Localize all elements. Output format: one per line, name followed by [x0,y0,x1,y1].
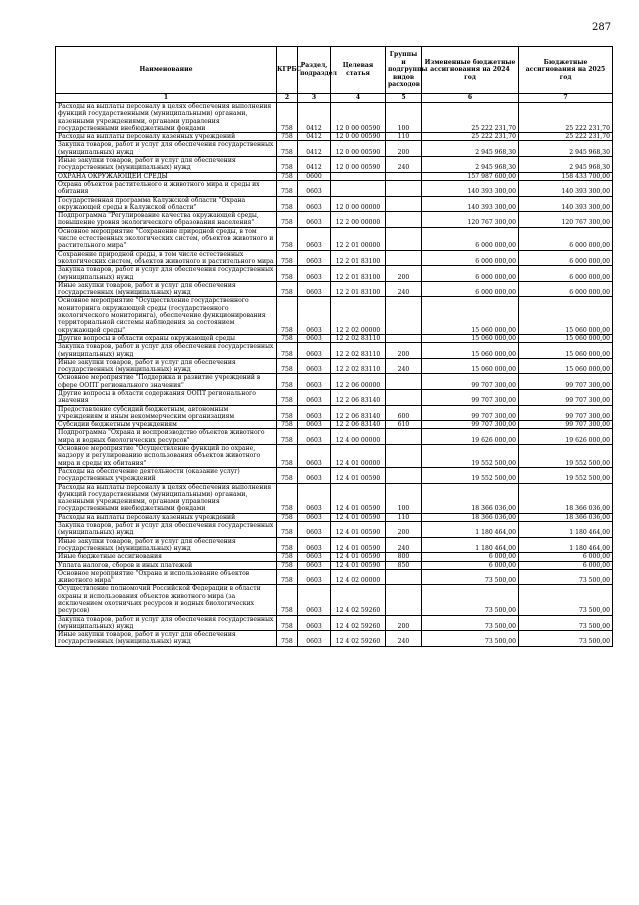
row-amount-2024: 6 000 000,00 [422,227,519,250]
table-row [56,250,613,266]
row-name: Субсидии бюджетным учреждениям [56,421,277,429]
row-name: Расходы на выплаты персоналу в целях обеспечения выполнения функций государственными (муниципальными) органами, казенными учреждениями, органами управления государственными внебюджетными фондами [56,483,277,513]
row-kgrbs: 758 [277,522,298,538]
row-article [331,180,386,196]
row-section: 0603 [298,445,331,468]
header-article: Целевая статья [331,47,386,94]
column-number: 6 [422,94,519,103]
row-group: 240 [386,358,422,374]
row-article: 12 2 02 83110 [331,343,386,359]
table-row [56,157,613,173]
row-amount-2024: 15 060 000,00 [422,334,519,342]
header-section: Раздел, подраздел [298,47,331,94]
row-kgrbs: 758 [277,374,298,390]
row-amount-2024: 25 222 231,70 [422,103,519,133]
row-article: 12 4 01 00590 [331,467,386,483]
row-kgrbs: 758 [277,445,298,468]
row-article: 12 2 00 00000 [331,212,386,228]
row-article: 12 2 06 83140 [331,405,386,421]
row-article: 12 4 02 59260 [331,615,386,631]
row-name: Закупка товаров, работ и услуг для обеспечения государственных (муниципальных) нужд [56,266,277,282]
column-number: 4 [331,94,386,103]
row-name: Подпрограмма "Регулирование качества окружающей среды, повышение уровня экологического образования населения" [56,212,277,228]
row-amount-2025: 73 500,00 [519,631,613,647]
row-section: 0600 [298,172,331,180]
row-name: Иные закупки товаров, работ и услуг для обеспечения государственных (муниципальных) нужд [56,537,277,553]
row-amount-2024: 6 000 000,00 [422,281,519,297]
row-section: 0603 [298,180,331,196]
row-section: 0603 [298,266,331,282]
row-group [386,172,422,180]
row-group [386,429,422,445]
row-article: 12 0 00 00590 [331,157,386,173]
table-row [56,281,613,297]
row-amount-2024: 99 707 300,00 [422,389,519,405]
row-kgrbs: 758 [277,196,298,212]
row-amount-2025: 19 552 500,00 [519,467,613,483]
row-kgrbs: 758 [277,227,298,250]
row-group: 240 [386,281,422,297]
row-section: 0603 [298,429,331,445]
row-amount-2024: 99 707 300,00 [422,374,519,390]
row-section: 0412 [298,141,331,157]
row-amount-2025: 25 222 231,70 [519,133,613,141]
row-amount-2025: 6 000,00 [519,561,613,569]
row-section: 0603 [298,553,331,561]
row-name: Расходы на обеспечение деятельности (оказание услуг) государственных учреждений [56,467,277,483]
row-amount-2024: 6 000,00 [422,553,519,561]
row-kgrbs: 758 [277,569,298,585]
row-amount-2024: 19 552 500,00 [422,467,519,483]
row-kgrbs: 758 [277,405,298,421]
row-name: Иные закупки товаров, работ и услуг для обеспечения государственных (муниципальных) нужд [56,631,277,647]
row-article: 12 0 00 00000 [331,196,386,212]
row-name: Другие вопросы в области содержания ООПТ регионального значения [56,389,277,405]
row-kgrbs: 758 [277,250,298,266]
row-kgrbs: 758 [277,297,298,334]
row-article: 12 2 02 00000 [331,297,386,334]
row-amount-2025: 140 393 300,00 [519,180,613,196]
row-name: Основное мероприятие "Осуществление государственного мониторинга окружающей среды (государственного экологического мониторинга), обеспечение функционирования территориальной системы наблюдения за состоянием окружающей среды" [56,297,277,334]
row-section: 0603 [298,297,331,334]
row-name: Иные закупки товаров, работ и услуг для обеспечения государственных (муниципальных) нужд [56,281,277,297]
header-row [56,47,613,94]
row-amount-2025: 73 500,00 [519,569,613,585]
row-group: 100 [386,483,422,513]
row-kgrbs: 758 [277,615,298,631]
table-row [56,196,613,212]
table-row [56,343,613,359]
row-name: Иные закупки товаров, работ и услуг для обеспечения государственных (муниципальных) нужд [56,358,277,374]
row-section: 0603 [298,522,331,538]
row-article: 12 2 01 00000 [331,227,386,250]
row-amount-2025: 25 222 231,70 [519,103,613,133]
row-group [386,467,422,483]
row-section: 0603 [298,585,331,615]
row-name: Осуществление полномочий Российской Федерации в области охраны и использования объектов животного мира (за исключением охотничьих ресурсов и водных биологических ресурсов) [56,585,277,615]
row-group [386,250,422,266]
row-group: 600 [386,405,422,421]
row-article: 12 2 01 83100 [331,281,386,297]
row-name: Основное мероприятие "Поддержка и развитие учреждений в сфере ООПТ регионального значения" [56,374,277,390]
row-article: 12 2 01 83100 [331,266,386,282]
row-group: 200 [386,522,422,538]
row-section: 0603 [298,374,331,390]
row-amount-2025: 2 945 968,30 [519,141,613,157]
table-row [56,631,613,647]
row-amount-2025: 158 433 700,00 [519,172,613,180]
row-article: 12 4 02 59260 [331,585,386,615]
row-kgrbs: 758 [277,585,298,615]
row-amount-2024: 1 180 464,00 [422,537,519,553]
row-amount-2024: 6 000 000,00 [422,266,519,282]
row-article: 12 4 01 00000 [331,445,386,468]
table-row [56,445,613,468]
column-numbers-row [56,94,613,103]
row-amount-2025: 99 707 300,00 [519,374,613,390]
row-amount-2025: 6 000,00 [519,553,613,561]
row-amount-2025: 1 180 464,00 [519,522,613,538]
row-article: 12 4 01 00590 [331,553,386,561]
row-article: 12 2 01 83100 [331,250,386,266]
row-article [331,172,386,180]
column-number: 3 [298,94,331,103]
row-name: Основное мероприятие "Осуществление функций по охране, надзору и регулированию использования объектов животного мира и среды их обитания" [56,445,277,468]
row-amount-2025: 120 767 300,00 [519,212,613,228]
row-group: 200 [386,343,422,359]
row-kgrbs: 758 [277,631,298,647]
table-row [56,141,613,157]
row-section: 0603 [298,467,331,483]
row-article: 12 0 00 00590 [331,103,386,133]
row-section: 0603 [298,250,331,266]
row-amount-2025: 6 000 000,00 [519,250,613,266]
row-kgrbs: 758 [277,180,298,196]
table-row [56,537,613,553]
row-article: 12 2 02 83110 [331,334,386,342]
row-group: 850 [386,561,422,569]
row-group: 100 [386,103,422,133]
row-kgrbs: 758 [277,266,298,282]
table-row [56,133,613,141]
row-section: 0412 [298,157,331,173]
row-article: 12 4 02 00000 [331,569,386,585]
row-article: 12 2 02 83110 [331,358,386,374]
row-name: Подпрограмма "Охрана и воспроизводство объектов животного мира и водных биологических ресурсов" [56,429,277,445]
row-article: 12 2 06 00000 [331,374,386,390]
table-row [56,172,613,180]
table-row [56,103,613,133]
table-row [56,467,613,483]
row-name: Расходы на выплаты персоналу казенных учреждений [56,133,277,141]
row-amount-2024: 120 767 300,00 [422,212,519,228]
row-article: 12 0 00 00590 [331,133,386,141]
table-row [56,212,613,228]
table-row [56,429,613,445]
row-amount-2025: 99 707 300,00 [519,405,613,421]
row-section: 0603 [298,358,331,374]
table-row [56,374,613,390]
row-name: Сохранение природной среды, в том числе естественных экологических систем, объектов животного и растительного мира [56,250,277,266]
row-kgrbs: 758 [277,429,298,445]
table-row [56,513,613,521]
table-row [56,553,613,561]
row-section: 0603 [298,334,331,342]
row-kgrbs: 758 [277,483,298,513]
row-group [386,585,422,615]
row-section: 0412 [298,103,331,133]
row-group: 240 [386,537,422,553]
row-amount-2024: 157 987 600,00 [422,172,519,180]
row-section: 0603 [298,343,331,359]
row-kgrbs: 758 [277,553,298,561]
row-kgrbs: 758 [277,334,298,342]
row-article: 12 4 01 00590 [331,561,386,569]
column-number: 5 [386,94,422,103]
row-kgrbs: 758 [277,537,298,553]
row-amount-2024: 73 500,00 [422,569,519,585]
table-row [56,297,613,334]
row-article: 12 4 01 00590 [331,522,386,538]
row-name: Другие вопросы в области охраны окружающей среды [56,334,277,342]
row-section: 0603 [298,513,331,521]
row-amount-2024: 2 945 968,30 [422,141,519,157]
table-row [56,227,613,250]
row-kgrbs: 758 [277,421,298,429]
row-kgrbs: 758 [277,212,298,228]
row-group: 200 [386,615,422,631]
row-group: 240 [386,157,422,173]
row-amount-2024: 15 060 000,00 [422,297,519,334]
row-section: 0603 [298,561,331,569]
row-kgrbs: 758 [277,141,298,157]
row-amount-2024: 15 060 000,00 [422,343,519,359]
row-group: 200 [386,141,422,157]
row-article: 12 0 00 00590 [331,141,386,157]
row-amount-2024: 19 552 500,00 [422,445,519,468]
row-amount-2024: 73 500,00 [422,585,519,615]
row-amount-2025: 99 707 300,00 [519,389,613,405]
column-number: 2 [277,94,298,103]
row-amount-2024: 2 945 968,30 [422,157,519,173]
row-section: 0603 [298,389,331,405]
row-amount-2024: 18 366 036,00 [422,483,519,513]
row-amount-2024: 18 366 036,00 [422,513,519,521]
row-amount-2025: 140 393 300,00 [519,196,613,212]
row-name: Государственная программа Калужской области "Охрана окружающей среды в Калужской области" [56,196,277,212]
row-kgrbs: 758 [277,561,298,569]
row-kgrbs: 758 [277,389,298,405]
row-amount-2024: 1 180 464,00 [422,522,519,538]
row-name: ОХРАНА ОКРУЖАЮЩЕЙ СРЕДЫ [56,172,277,180]
row-amount-2025: 15 060 000,00 [519,343,613,359]
table-row [56,421,613,429]
row-group [386,445,422,468]
row-name: Основное мероприятие "Сохранение природной среды, в том числе естественных экологических систем, объектов животного и растительного мира" [56,227,277,250]
row-kgrbs: 758 [277,281,298,297]
row-section: 0603 [298,227,331,250]
row-amount-2024: 99 707 300,00 [422,421,519,429]
row-amount-2025: 1 180 464,00 [519,537,613,553]
row-name: Закупка товаров, работ и услуг для обеспечения государственных (муниципальных) нужд [56,615,277,631]
row-section: 0603 [298,537,331,553]
row-name: Основное мероприятие "Охрана и использование объектов животного мира" [56,569,277,585]
row-article: 12 4 01 00590 [331,483,386,513]
table-row [56,405,613,421]
row-group [386,180,422,196]
row-name: Предоставление субсидий бюджетным, автономным учреждениям и иным некоммерческим организациям [56,405,277,421]
row-name: Уплата налогов, сборов и иных платежей [56,561,277,569]
row-article: 12 4 01 00590 [331,537,386,553]
row-amount-2025: 73 500,00 [519,585,613,615]
header-name: Наименование [56,47,277,94]
row-group: 240 [386,631,422,647]
row-group: 110 [386,133,422,141]
table-row [56,569,613,585]
row-amount-2025: 6 000 000,00 [519,281,613,297]
row-amount-2025: 15 060 000,00 [519,358,613,374]
row-section: 0603 [298,196,331,212]
row-amount-2025: 19 626 000,00 [519,429,613,445]
table-row [56,483,613,513]
row-kgrbs: 758 [277,157,298,173]
row-group [386,374,422,390]
row-amount-2024: 73 500,00 [422,615,519,631]
row-amount-2025: 15 060 000,00 [519,334,613,342]
row-kgrbs: 758 [277,103,298,133]
table-row [56,389,613,405]
row-amount-2025: 99 707 300,00 [519,421,613,429]
row-section: 0603 [298,281,331,297]
row-group [386,389,422,405]
row-amount-2025: 6 000 000,00 [519,266,613,282]
row-kgrbs: 758 [277,133,298,141]
column-number: 1 [56,94,277,103]
row-amount-2024: 99 707 300,00 [422,405,519,421]
row-group [386,212,422,228]
header-groups: Группы и подгруппы видов расходов [386,47,422,94]
column-number: 7 [519,94,613,103]
row-kgrbs: 758 [277,358,298,374]
table-row [56,180,613,196]
row-group [386,196,422,212]
row-article: 12 4 01 00590 [331,513,386,521]
row-name: Иные бюджетные ассигнования [56,553,277,561]
row-section: 0603 [298,569,331,585]
row-section: 0603 [298,631,331,647]
table-row [56,585,613,615]
table-row [56,522,613,538]
row-amount-2024: 15 060 000,00 [422,358,519,374]
row-group: 610 [386,421,422,429]
row-amount-2024: 140 393 300,00 [422,180,519,196]
budget-table [55,46,613,647]
row-section: 0603 [298,212,331,228]
row-name: Расходы на выплаты персоналу казенных учреждений [56,513,277,521]
row-article: 12 2 06 83140 [331,389,386,405]
header-2025: Бюджетные ассигнования на 2025 год [519,47,613,94]
row-section: 0412 [298,133,331,141]
row-kgrbs: 758 [277,172,298,180]
row-group: 800 [386,553,422,561]
row-group: 110 [386,513,422,521]
row-name: Закупка товаров, работ и услуг для обеспечения государственных (муниципальных) нужд [56,141,277,157]
row-article: 12 2 06 83140 [331,421,386,429]
row-amount-2025: 2 945 968,30 [519,157,613,173]
row-group [386,227,422,250]
row-kgrbs: 758 [277,343,298,359]
row-section: 0603 [298,405,331,421]
row-name: Охрана объектов растительного и животного мира и среды их обитания [56,180,277,196]
row-article: 12 4 00 00000 [331,429,386,445]
table-row [56,615,613,631]
table-row [56,358,613,374]
row-amount-2025: 19 552 500,00 [519,445,613,468]
row-group [386,297,422,334]
table-row [56,561,613,569]
row-section: 0603 [298,483,331,513]
row-amount-2024: 6 000,00 [422,561,519,569]
row-kgrbs: 758 [277,467,298,483]
row-name: Закупка товаров, работ и услуг для обеспечения государственных (муниципальных) нужд [56,522,277,538]
row-amount-2024: 73 500,00 [422,631,519,647]
row-amount-2024: 25 222 231,70 [422,133,519,141]
header-kgrbs: КГРБС [277,47,298,94]
row-group: 200 [386,266,422,282]
row-name: Иные закупки товаров, работ и услуг для обеспечения государственных (муниципальных) нужд [56,157,277,173]
table-row [56,334,613,342]
row-kgrbs: 758 [277,513,298,521]
row-amount-2024: 19 626 000,00 [422,429,519,445]
row-group [386,569,422,585]
header-2024: Измененные бюджетные ассигнования на 2024 год [422,47,519,94]
row-group [386,334,422,342]
row-name: Расходы на выплаты персоналу в целях обеспечения выполнения функций государственными (муниципальными) органами, казенными учреждениями, органами управления государственными внебюджетными фондами [56,103,277,133]
row-amount-2025: 18 366 036,00 [519,483,613,513]
row-section: 0603 [298,615,331,631]
table-row [56,266,613,282]
page-number: 287 [592,22,612,33]
row-name: Закупка товаров, работ и услуг для обеспечения государственных (муниципальных) нужд [56,343,277,359]
row-amount-2025: 15 060 000,00 [519,297,613,334]
row-amount-2025: 6 000 000,00 [519,227,613,250]
row-amount-2024: 6 000 000,00 [422,250,519,266]
row-amount-2024: 140 393 300,00 [422,196,519,212]
row-amount-2025: 18 366 036,00 [519,513,613,521]
row-section: 0603 [298,421,331,429]
row-article: 12 4 02 59260 [331,631,386,647]
row-amount-2025: 73 500,00 [519,615,613,631]
